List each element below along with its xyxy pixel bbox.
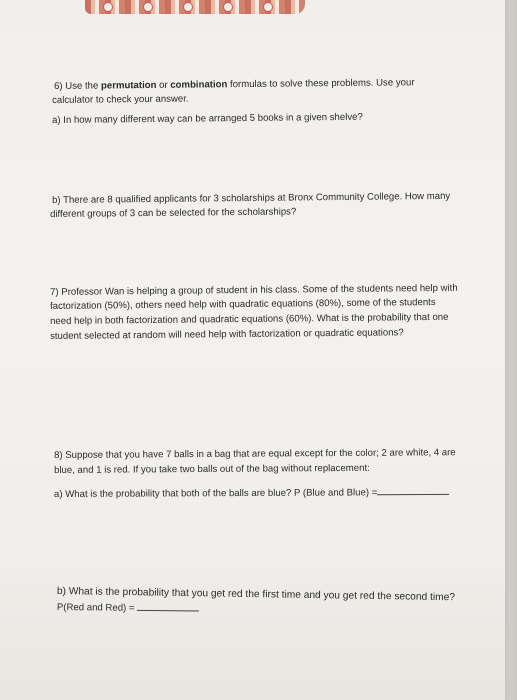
desk-surface bbox=[503, 0, 517, 700]
q6-intro-text: or bbox=[156, 79, 171, 91]
spiral-binding bbox=[85, 0, 305, 14]
binding-hole bbox=[263, 2, 273, 12]
q7-question-line2: factorization (50%), others need help with quadratic equations (80%), some of the students bbox=[50, 296, 436, 312]
q8a-question-text: a) What is the probability that both of the balls are blue? P (Blue and Blue) = bbox=[54, 487, 378, 500]
q7-question-line3: need help in both factorization and quadratic equations (60%). What is the probability that one bbox=[50, 311, 449, 327]
q6b-question-line2: different groups of 3 can be selected for the scholarships? bbox=[50, 206, 297, 220]
q8a-answer-blank[interactable] bbox=[377, 494, 449, 495]
binding-hole bbox=[223, 2, 233, 12]
q8b-answer-blank[interactable] bbox=[136, 610, 198, 612]
q8a-question bbox=[54, 486, 449, 501]
q8b-question-text: P(Red and Red) = bbox=[56, 601, 135, 614]
binding-hole bbox=[103, 2, 113, 12]
q6-instructions-line2: calculator to check your answer. bbox=[52, 93, 189, 106]
q6b-question-line1: b) There are 8 qualified applicants for 3 scholarships at Bronx Community College. How many bbox=[52, 190, 451, 206]
q6a-question: a) In how many different way can be arranged 5 books in a given shelve? bbox=[52, 111, 363, 126]
q7-question-line1: 7) Professor Wan is helping a group of student in his class. Some of the students need help with bbox=[50, 282, 458, 298]
q8-question-line2: blue, and 1 is red. If you take two balls out of the bag without replacement: bbox=[54, 462, 370, 476]
binding-hole bbox=[143, 2, 153, 12]
q6-keyword-permutation: permutation bbox=[100, 79, 157, 92]
q6-intro-text: 6) Use the bbox=[54, 80, 102, 92]
q7-question-line4: student selected at random will need help with factorization or quadratic equations? bbox=[50, 327, 404, 342]
binding-hole bbox=[183, 2, 193, 12]
q8b-question-line2 bbox=[57, 601, 199, 615]
q6-instructions bbox=[54, 76, 415, 93]
q6-intro-text: formulas to solve these problems. Use your bbox=[227, 77, 415, 91]
q6-keyword-combination: combination bbox=[170, 79, 228, 91]
q8b-question-line1: b) What is the probability that you get red the first time and you get red the second time? bbox=[56, 585, 456, 604]
q8-question-line1: 8) Suppose that you have 7 balls in a bag that are equal except for the color; 2 are white, 4 are bbox=[54, 447, 456, 461]
